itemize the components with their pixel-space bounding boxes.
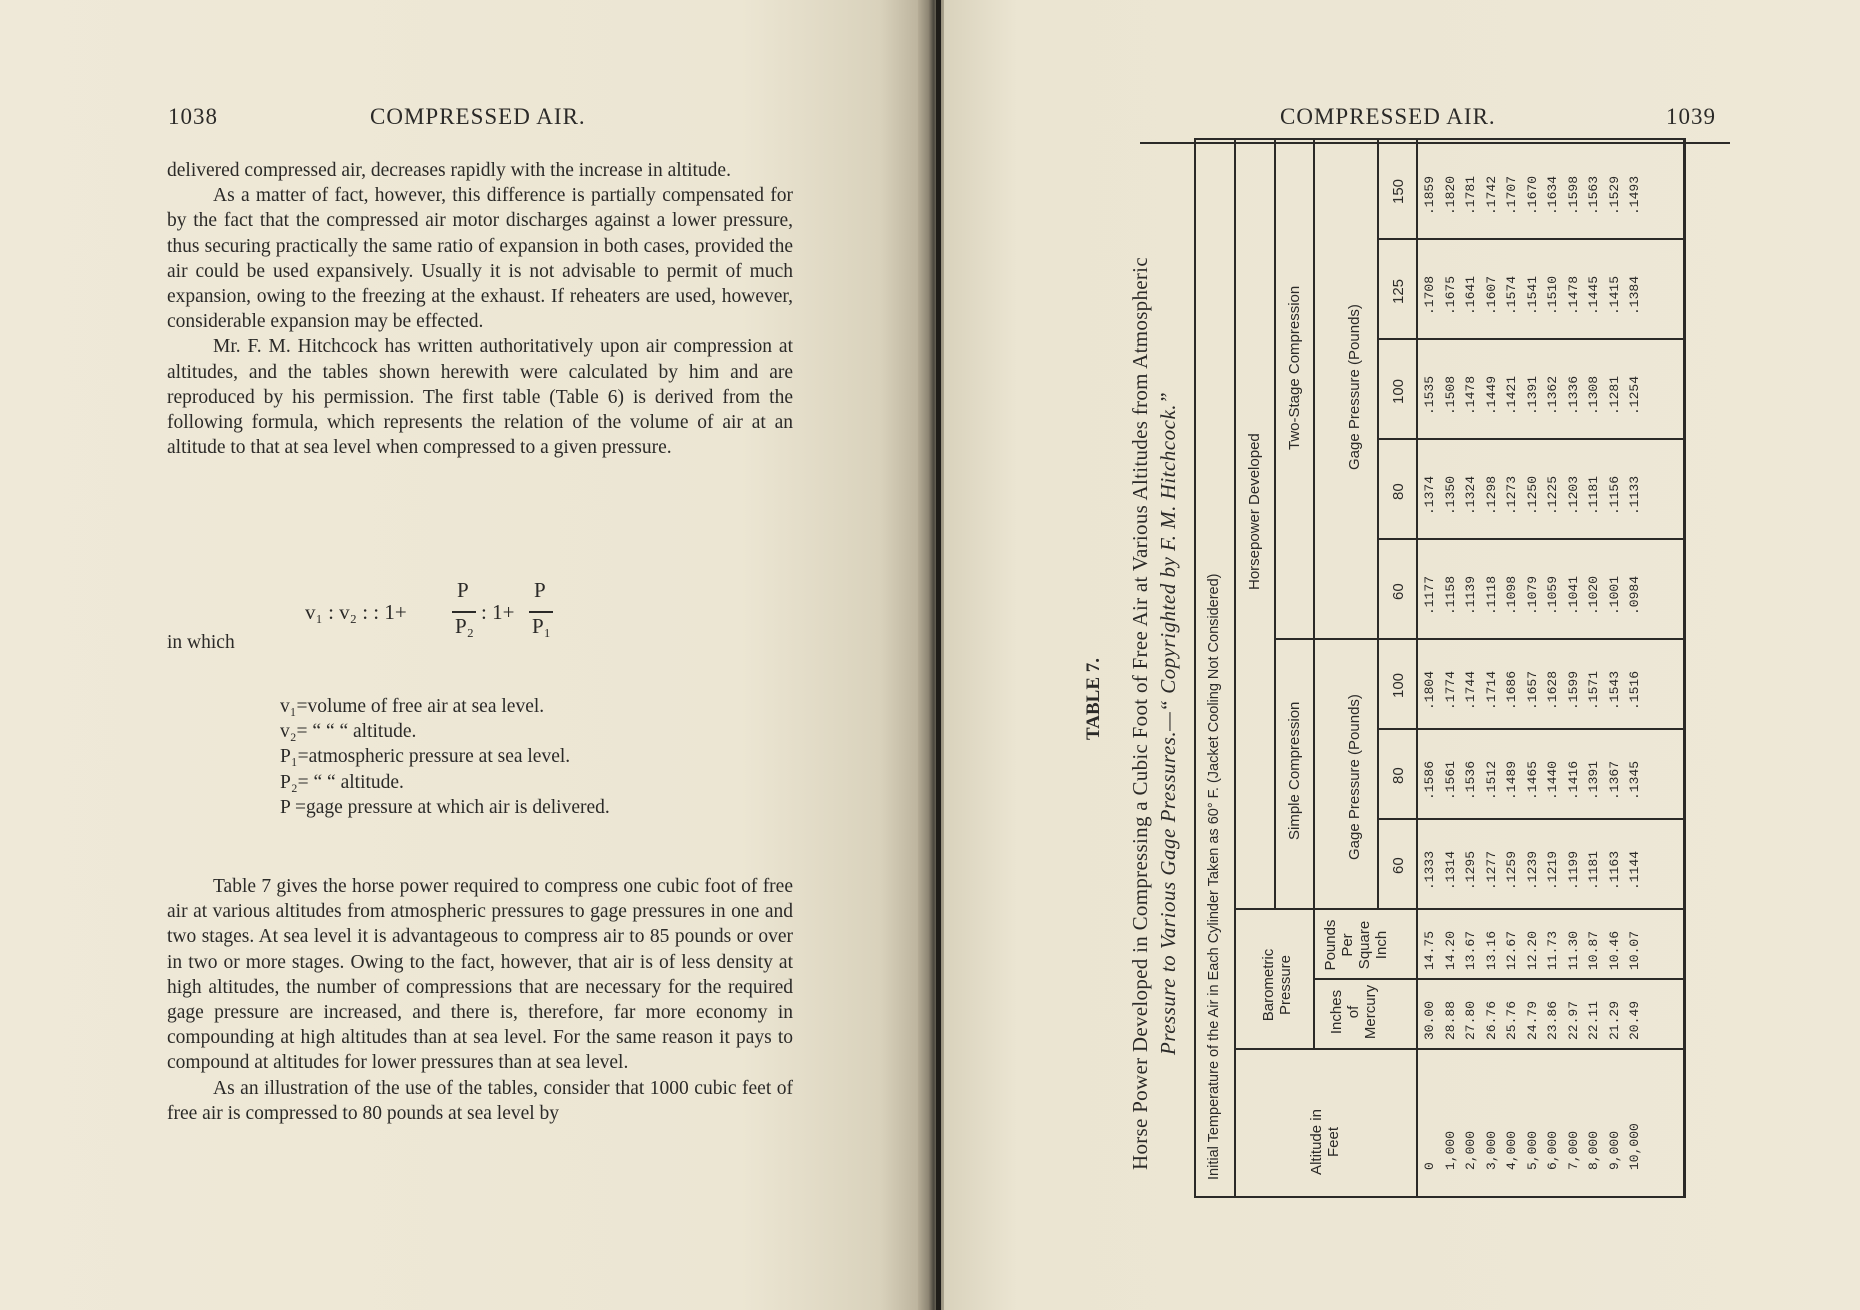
table-cell: 10.07 — [1627, 930, 1642, 970]
table-cell: .1367 — [1606, 760, 1622, 800]
table-cell: .1574 — [1504, 275, 1519, 315]
col-simple-60 — [1424, 851, 1650, 890]
header-two-stage: Two-Stage Compression — [1286, 285, 1303, 450]
sep-col-t125 — [1377, 339, 1684, 341]
definition-p: P =gage pressure at which air is delivered. — [280, 796, 610, 818]
header-gage-two: Gage Pressure (Pounds) — [1346, 304, 1363, 470]
table-cell: 14.75 — [1422, 930, 1437, 970]
table-cell: .1510 — [1545, 275, 1560, 315]
sep-barometric — [1313, 910, 1315, 1050]
table-cell: .1541 — [1524, 275, 1540, 315]
table-cell: .1512 — [1483, 760, 1499, 800]
table-cell: .1391 — [1524, 375, 1540, 415]
left-running-head: COMPRESSED AIR. — [370, 104, 586, 129]
table-cell: 10,000 — [1627, 1123, 1642, 1170]
header-simple-compression: Simple Compression — [1286, 701, 1303, 840]
right-running-head: COMPRESSED AIR. — [1280, 104, 1496, 129]
table-cell: 22.11 — [1586, 1000, 1601, 1040]
table-cell: .1478 — [1565, 275, 1581, 315]
table-cell: .1098 — [1504, 575, 1519, 615]
sep-compression — [1313, 140, 1315, 910]
table-cell: .1516 — [1627, 670, 1642, 710]
sep-col-s100 — [1377, 729, 1684, 731]
table-cell: .1714 — [1483, 670, 1499, 710]
header-inches-mercury: Inches of Mercury — [1328, 984, 1379, 1040]
table-cell: .1041 — [1565, 575, 1581, 615]
table-border-left — [1194, 1196, 1684, 1198]
table-cell: .1298 — [1483, 475, 1499, 515]
volume-formula — [305, 578, 575, 638]
table-cell: .1440 — [1545, 760, 1560, 800]
table-cell: 3,000 — [1483, 1130, 1499, 1170]
col-inches-mercury — [1424, 1001, 1650, 1040]
table-cell: .1250 — [1524, 475, 1540, 515]
table-cell: .1181 — [1586, 475, 1601, 515]
table-cell: .1449 — [1483, 375, 1499, 415]
table-cell: 12.67 — [1504, 930, 1519, 970]
table-cell: .1333 — [1422, 850, 1437, 890]
table-cell: .1199 — [1565, 850, 1581, 890]
col-two-125 — [1424, 276, 1650, 315]
table-cell: .1281 — [1606, 375, 1622, 415]
sep-col-t150 — [1377, 239, 1684, 241]
formula-frac2-num: P — [534, 578, 546, 602]
table-cell: .1804 — [1422, 670, 1437, 710]
sep-col-t80 — [1377, 539, 1684, 541]
header-horsepower: Horsepower Developed — [1246, 433, 1263, 590]
table-cell: .1820 — [1442, 175, 1458, 215]
table-cell: .1598 — [1565, 175, 1581, 215]
col-altitude — [1424, 1123, 1650, 1170]
col-pounds — [1424, 931, 1650, 970]
table-cell: 27.80 — [1463, 1000, 1478, 1040]
table-cell: .1362 — [1545, 375, 1560, 415]
sep-temp-note — [1234, 138, 1236, 1198]
table-cell: .1133 — [1627, 475, 1642, 515]
gutter-spine-line — [936, 0, 941, 1310]
table-border-right — [1194, 138, 1684, 140]
table-cell: .1781 — [1463, 175, 1478, 215]
paragraph-1: delivered compressed air, decreases rapidly with the increase in altitude. — [167, 160, 731, 181]
table-cell: .1181 — [1586, 850, 1601, 890]
table-cell: 24.79 — [1524, 1000, 1540, 1040]
col-two-100 — [1424, 376, 1650, 415]
formula-mid: : 1+ — [481, 600, 515, 624]
pressure-label-t150: 150 — [1390, 178, 1407, 204]
table-cell: .1535 — [1422, 375, 1437, 415]
table-cell: .1465 — [1524, 760, 1540, 800]
sep-col-t100 — [1377, 439, 1684, 441]
table-cell: .1445 — [1586, 275, 1601, 315]
table-cell: .1336 — [1565, 375, 1581, 415]
table-title-line2: Pressure to Various Gage Pressures.—“ Copyrighted by F. M. Hitchcock.” — [1156, 391, 1180, 1055]
table-cell: .1139 — [1463, 575, 1478, 615]
pressure-label-t100: 100 — [1390, 378, 1407, 404]
pressure-label-t80: 80 — [1390, 483, 1407, 500]
table-cell: .1273 — [1504, 475, 1519, 515]
table-cell: .1774 — [1442, 670, 1458, 710]
table-cell: .1478 — [1463, 375, 1478, 415]
table-cell: .1742 — [1483, 175, 1499, 215]
table-cell: .1225 — [1545, 475, 1560, 515]
table-cell: .1374 — [1422, 475, 1437, 515]
col-two-80 — [1424, 476, 1650, 515]
sep-inches-pounds — [1313, 979, 1684, 981]
pressure-label-s60: 60 — [1390, 857, 1407, 874]
initial-temp-note: Initial Temperature of the Air in Each Cylinder Taken as 60° F. (Jacket Cooling Not Considered) — [1206, 573, 1222, 1180]
header-pounds-sq-in: Pounds Per Square Inch — [1322, 919, 1390, 971]
table-cell: 21.29 — [1606, 1000, 1622, 1040]
table-cell: .1607 — [1483, 275, 1499, 315]
definition-p1: P₁=atmospheric pressure at sea level. — [280, 746, 571, 768]
paragraph-5: As an illustration of the use of the tables, consider that 1000 cubic feet of free air is compressed to 80 pounds at sea level by — [167, 1077, 793, 1124]
table-cell: .1707 — [1504, 175, 1519, 215]
formula-frac1-bar — [452, 611, 476, 613]
table-cell: .1489 — [1504, 760, 1519, 800]
table-cell: .1163 — [1606, 850, 1622, 890]
table-cell: .1628 — [1545, 670, 1560, 710]
table-cell: .1118 — [1483, 575, 1499, 615]
sep-data — [1416, 138, 1418, 1198]
table-cell: 25.76 — [1504, 1000, 1519, 1040]
table-cell: .1493 — [1627, 175, 1642, 215]
table-cell: .1670 — [1524, 175, 1540, 215]
pressure-label-s100: 100 — [1390, 672, 1407, 698]
table-cell: 7,000 — [1565, 1130, 1581, 1170]
table-cell: 2,000 — [1463, 1130, 1478, 1170]
sep-alt-baro — [1234, 1049, 1684, 1051]
table-cell: 11.30 — [1565, 930, 1581, 970]
sep-simple-two — [1274, 639, 1684, 641]
table-cell: .1350 — [1442, 475, 1458, 515]
sep-pressure-labels — [1377, 140, 1379, 910]
table-cell: 13.16 — [1483, 930, 1499, 970]
table-cell: 5,000 — [1524, 1130, 1540, 1170]
table-cell: 11.73 — [1545, 930, 1560, 970]
table-cell: .1324 — [1463, 475, 1478, 515]
col-simple-100 — [1424, 671, 1650, 710]
formula-frac2-bar — [529, 611, 553, 613]
table-cell: .1686 — [1504, 670, 1519, 710]
table-cell: 13.67 — [1463, 930, 1478, 970]
paragraph-3: Mr. F. M. Hitchcock has written authoritatively upon air compression at altitudes, and the tables shown herewith were calculated by him and are reproduced by his permission. The first table (Table 6) is derived from the following formula, which represents the relation of the volume of air at an altitude to that at sea level when compressed to a given pressure. — [167, 336, 793, 459]
in-which-label: in which — [167, 632, 235, 653]
table-cell: .1561 — [1442, 760, 1458, 800]
table-cell: .1657 — [1524, 670, 1540, 710]
table-cell: 10.87 — [1586, 930, 1601, 970]
definition-p2: P₂= “ “ altitude. — [280, 771, 404, 793]
table-cell: 8,000 — [1586, 1130, 1601, 1170]
table-cell: .1345 — [1627, 760, 1642, 800]
table-cell: 22.97 — [1565, 1000, 1581, 1040]
table-cell: .1571 — [1586, 670, 1601, 710]
header-gage-simple: Gage Pressure (Pounds) — [1346, 694, 1363, 860]
paragraph-4: Table 7 gives the horse power required to compress one cubic foot of free air at various altitudes from atmospheric pressures to gage pressures in one and two stages. At sea level it is advantageous to compress air to 85 pounds or over in two or more stages. Owing to the fact, however, that air is of less density at high altitudes, the number of compressions that are necessary for the required gage pressure are increased, and there is, therefore, far more economy in compounding at high altitudes than at sea level. For the same reason it pays to compound at altitudes for lower pressures than at sea level. — [167, 876, 793, 1074]
table-cell: .1391 — [1586, 760, 1601, 800]
table-cell: .1384 — [1627, 275, 1642, 315]
table-cell: 6,000 — [1545, 1130, 1560, 1170]
table-cell: .1308 — [1586, 375, 1601, 415]
table-cell: 20.49 — [1627, 1000, 1642, 1040]
col-two-150 — [1424, 176, 1650, 215]
formula-frac1-den: P₂ — [455, 614, 475, 638]
formula-lhs: v₁ : v₂ : : 1+ — [305, 600, 407, 624]
table-cell: 9,000 — [1606, 1130, 1622, 1170]
table-cell: .1529 — [1606, 175, 1622, 215]
table-border-top — [1194, 138, 1196, 1198]
table-cell: .1295 — [1463, 850, 1478, 890]
table-cell: .1536 — [1463, 760, 1478, 800]
table-cell: .1277 — [1483, 850, 1499, 890]
right-page-number: 1039 — [1666, 104, 1716, 129]
sep-col-s80 — [1377, 819, 1684, 821]
table-cell: .1254 — [1627, 375, 1642, 415]
table-cell: .1219 — [1545, 850, 1560, 890]
table-cell: 1,000 — [1442, 1130, 1458, 1170]
definition-v1: v₁=volume of free air at sea level. — [280, 696, 545, 717]
table-cell: .1158 — [1442, 575, 1458, 615]
pressure-label-s80: 80 — [1390, 767, 1407, 784]
table-cell: .1508 — [1442, 375, 1458, 415]
table-cell: .1079 — [1524, 575, 1540, 615]
table-cell: .1744 — [1463, 670, 1478, 710]
table-cell: .1859 — [1422, 175, 1437, 215]
table-cell: .1416 — [1565, 760, 1581, 800]
pressure-label-t60: 60 — [1390, 583, 1407, 600]
table-cell: .1708 — [1422, 275, 1437, 315]
table-cell: .1415 — [1606, 275, 1622, 315]
table-cell: .1543 — [1606, 670, 1622, 710]
table-cell: .0984 — [1627, 575, 1642, 615]
body-text-bottom — [167, 874, 793, 1126]
header-barometric: Barometric Pressure — [1260, 948, 1294, 1022]
body-text-top — [167, 158, 793, 460]
formula-frac1-num: P — [457, 578, 469, 602]
table-cell: .1641 — [1463, 275, 1478, 315]
table-cell: .1563 — [1586, 175, 1601, 215]
table-label: TABLE 7. — [1083, 657, 1104, 740]
table-cell: .1586 — [1422, 760, 1437, 800]
table-cell: .1421 — [1504, 375, 1519, 415]
table-cell: 4,000 — [1504, 1130, 1519, 1170]
table-cell: .1675 — [1442, 275, 1458, 315]
table-cell: .1314 — [1442, 850, 1458, 890]
left-page — [0, 0, 926, 1310]
definitions-list — [280, 694, 740, 820]
table-cell: .1599 — [1565, 670, 1581, 710]
table-cell: .1239 — [1524, 850, 1540, 890]
table-cell: .1203 — [1565, 475, 1581, 515]
table-cell: 10.46 — [1606, 930, 1622, 970]
definition-v2: v₂= “ “ “ altitude. — [280, 721, 417, 743]
table-cell: 30.00 — [1422, 1000, 1437, 1040]
table-cell: 14.20 — [1442, 930, 1458, 970]
table-border-bottom — [1683, 138, 1686, 1198]
formula-frac2-den: P₁ — [532, 614, 552, 638]
table-cell: 0 — [1422, 1162, 1437, 1170]
col-two-60 — [1424, 576, 1650, 615]
table-cell: .1634 — [1545, 175, 1560, 215]
table-cell: 26.76 — [1483, 1000, 1499, 1040]
sep-baro-hp — [1234, 909, 1684, 911]
table-cell: .1177 — [1422, 575, 1437, 615]
table-cell: .1001 — [1606, 575, 1622, 615]
table-cell: .1020 — [1586, 575, 1601, 615]
table-cell: 12.20 — [1524, 930, 1540, 970]
table-cell: 28.88 — [1442, 1000, 1458, 1040]
header-altitude: Altitude in Feet — [1308, 1109, 1342, 1175]
table-cell: .1059 — [1545, 575, 1560, 615]
pressure-label-t125: 125 — [1390, 278, 1407, 304]
left-page-number: 1038 — [168, 104, 218, 129]
table-cell: 23.86 — [1545, 1000, 1560, 1040]
table-title-line1: Horse Power Developed in Compressing a Cubic Foot of Free Air at Various Altitudes from Atmospheric — [1128, 257, 1152, 1170]
table-cell: .1259 — [1504, 850, 1519, 890]
sep-hp-developed — [1274, 140, 1276, 910]
col-simple-80 — [1424, 761, 1650, 800]
table-cell: .1144 — [1627, 850, 1642, 890]
table-cell: .1156 — [1606, 475, 1622, 515]
paragraph-2: As a matter of fact, however, this difference is partially compensated for by the fact that the compressed air motor discharges against a lower pressure, thus securing practically the same ratio of expansion in both cases, provided the air could be used expansively. Usually it is not advisable to permit of much expansion, owing to the freezing at the exhaust. If reheaters are used, however, considerable expansion may be effected. — [167, 185, 793, 333]
